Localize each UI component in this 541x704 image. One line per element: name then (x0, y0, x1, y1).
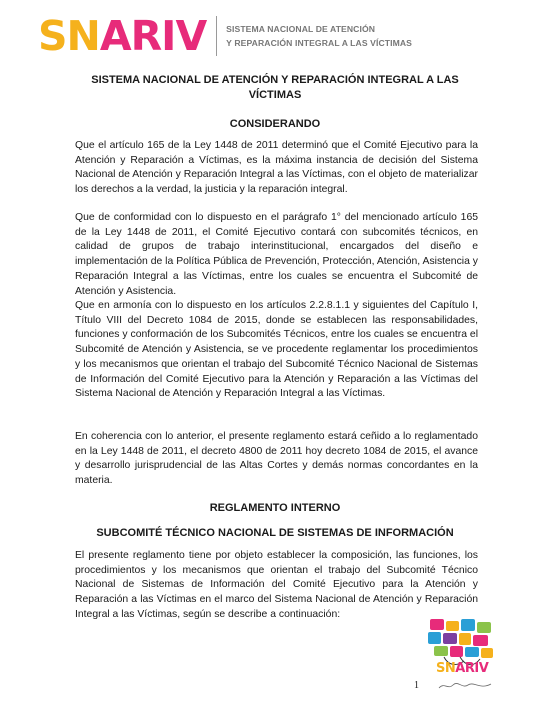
header-org-line-2: Y REPARACIÓN INTEGRAL A LAS VÍCTIMAS (226, 38, 413, 48)
header-org-line-1: SISTEMA NACIONAL DE ATENCIÓN (226, 24, 376, 34)
logo-letter: I (161, 11, 176, 60)
considerando-paragraph-1: Que el artículo 165 de la Ley 1448 de 2011 determinó que el Comité Ejecutivo para la Atención y Reparación a Víctimas, es la máxima instancia de decisión del Sistema Nacional de Atención y Reparación Integral a las Víctimas, con el objeto de materializar los derechos a la verdad, la justicia y la reparación integral. (75, 140, 478, 196)
logo-letter: N (66, 11, 100, 60)
intro-paragraph: El presente reglamento tiene por objeto establecer la composición, las funciones, los procedimientos y los mecanismos que orientan el trabajo del Subcomité Técnico Nacional de Sistemas de Información del Comité Ejecutivo para la Atención y Reparación a las Víctimas en el marco del Sistema Nacional de Atención y Reparación Integral a las Víctimas, según se describe a continuación: (75, 550, 478, 620)
considerando-heading: CONSIDERANDO (229, 118, 321, 130)
considerando-paragraph-3: Que en armonía con lo dispuesto en los artículos 2.2.8.1.1 y siguientes del Capítulo I, Título VIII del Decreto 1084 de 2015, donde se establecen las responsabilidades, funciones y conformación de los Subcomités Técnicos, entre los cuales se encuentra el Subcomité de Atención y Asistencia, se ve procedente reglamentar los procedimientos y los mecanismos que orientan el trabajo del Subcomité Técnico Nacional de Sistemas de Información del Comité Ejecutivo para la Atención y Reparación a las Víctimas del Sistema Nacional de Atención y Reparación Integral a las Víctimas. (75, 300, 478, 400)
page-number: 1 (414, 680, 419, 691)
reglamento-heading: REGLAMENTO INTERNO (209, 502, 341, 514)
logo-letter: V (175, 11, 207, 60)
considerando-paragraph-2: Que de conformidad con lo dispuesto en el parágrafo 1° del mencionado artículo 165 de la Ley 1448 de 2011, el Comité Ejecutivo contará con subcomités técnicos, en calidad de grupos de trabajo interinstitucional, encargados del diseño e implementación de la Política Pública de Prevención, Protección, Atención, Asistencia y Reparación Integral a las Víctimas, entre los cuales se encuentra el Subcomité de Atención y Asistencia. (75, 212, 478, 297)
logo-letter: S (38, 11, 67, 60)
considerando-paragraph-4: En coherencia con lo anterior, el presente reglamento estará ceñido a lo reglamentado en la Ley 1448 de 2011, el decreto 4800 de 2011 hoy decreto 1084 de 2015, el avance y desarrollo jurisprudencial de las Altas Cortes y demás normas concordantes en la materia. (75, 431, 478, 487)
header-divider (216, 16, 217, 56)
puzzle-pieces-icon (426, 617, 500, 693)
logo-letter: R (130, 11, 162, 60)
signature-scribble (438, 678, 492, 688)
page-header (38, 11, 413, 60)
document-title: SISTEMA NACIONAL DE ATENCIÓN Y REPARACIÓN INTEGRAL A LAS VÍCTIMAS (91, 74, 459, 101)
header-org-name (226, 22, 412, 50)
logo-letter: A (99, 11, 131, 60)
corner-logo-text: SNARIV (436, 661, 489, 676)
snariv-logo (38, 11, 207, 60)
subcomite-heading: SUBCOMITÉ TÉCNICO NACIONAL DE SISTEMAS DE INFORMACIÓN (96, 527, 454, 539)
